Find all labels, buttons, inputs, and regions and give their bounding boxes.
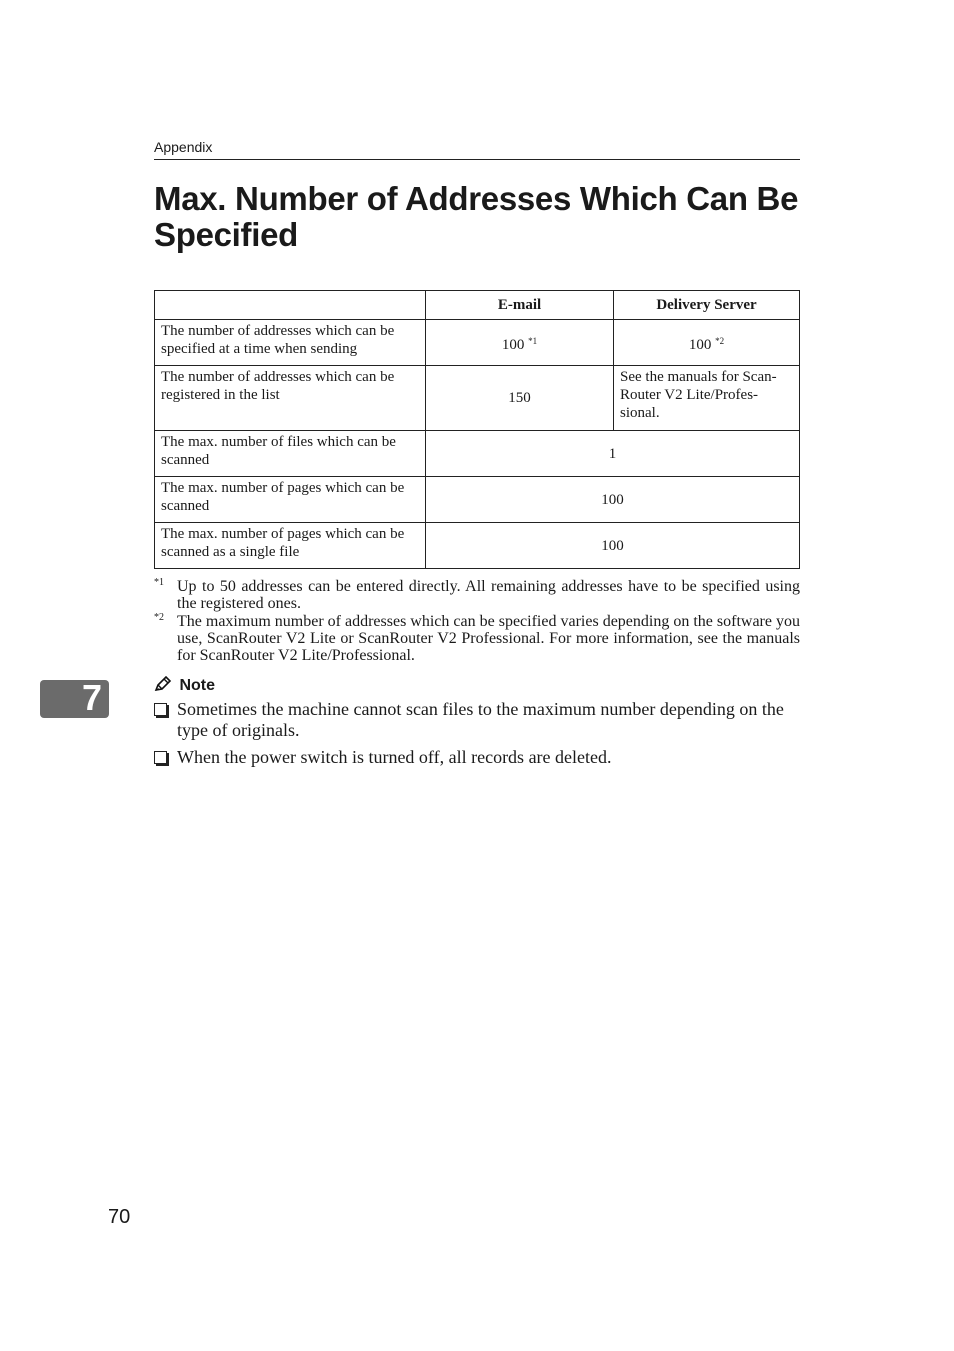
row-label: The max. number of pages which can be scanned as a single file — [155, 523, 426, 569]
footnote-mark: *1 — [154, 577, 164, 588]
header-rule — [154, 159, 800, 160]
list-item — [154, 699, 800, 741]
column-header-blank — [155, 291, 426, 320]
note-list — [154, 699, 800, 774]
row-label: The max. number of files which can be scanned — [155, 431, 426, 477]
table-row — [155, 431, 800, 477]
table-cell-email: 150 — [426, 366, 614, 431]
note-label: Note — [179, 677, 216, 694]
list-item — [154, 747, 800, 768]
row-label: The number of addresses which can be specified at a time when sending — [155, 320, 426, 366]
table-row — [155, 366, 800, 431]
table-cell-merged: 100 — [426, 477, 800, 523]
table-row — [155, 523, 800, 569]
footnote-2 — [154, 613, 800, 664]
table-cell-delivery-server — [614, 320, 800, 366]
checkbox-bullet-icon — [154, 703, 167, 716]
checkbox-bullet-icon — [154, 751, 167, 764]
page-number: 70 — [108, 1206, 131, 1228]
table-cell-merged: 1 — [426, 431, 800, 477]
table-cell-delivery-server: See the manuals for Scan-Router V2 Lite/Profes-sional. — [614, 366, 800, 431]
footnote-ref: *1 — [528, 335, 538, 346]
footnote-mark: *2 — [154, 612, 164, 623]
page-title: Max. Number of Addresses Which Can Be Specified — [154, 180, 799, 253]
chapter-number: 7 — [81, 677, 102, 718]
table-header-row — [155, 291, 800, 320]
running-header: Appendix — [154, 139, 213, 155]
footnote-1 — [154, 578, 800, 612]
spec-table — [154, 290, 800, 569]
table-row — [155, 320, 800, 366]
column-header-email: E-mail — [426, 291, 614, 320]
table-row — [155, 477, 800, 523]
cell-value: 100 — [501, 336, 525, 353]
chapter-tab — [40, 677, 109, 718]
footnote-ref: *2 — [715, 335, 725, 346]
note-text: Sometimes the machine cannot scan files to the maximum number depending on the type of originals. — [177, 699, 784, 740]
table-cell-email — [426, 320, 614, 366]
row-label: The number of addresses which can be registered in the list — [155, 366, 426, 431]
row-label: The max. number of pages which can be scanned — [155, 477, 426, 523]
footnote-text: Up to 50 addresses can be entered directly. All remaining addresses have to be specified using the registered ones. — [177, 578, 800, 612]
note-text: When the power switch is turned off, all records are deleted. — [177, 747, 612, 767]
footnote-text: The maximum number of addresses which can be specified varies depending on the software you use, ScanRouter V2 Lite or ScanRouter V2 Professional. For more information, see the manuals for ScanRouter V2 Lite/Professional. — [177, 613, 800, 664]
pencil-icon — [154, 676, 172, 692]
cell-value: 100 — [688, 336, 712, 353]
column-header-delivery-server: Delivery Server — [614, 291, 800, 320]
note-heading — [154, 676, 215, 695]
table-cell-merged: 100 — [426, 523, 800, 569]
